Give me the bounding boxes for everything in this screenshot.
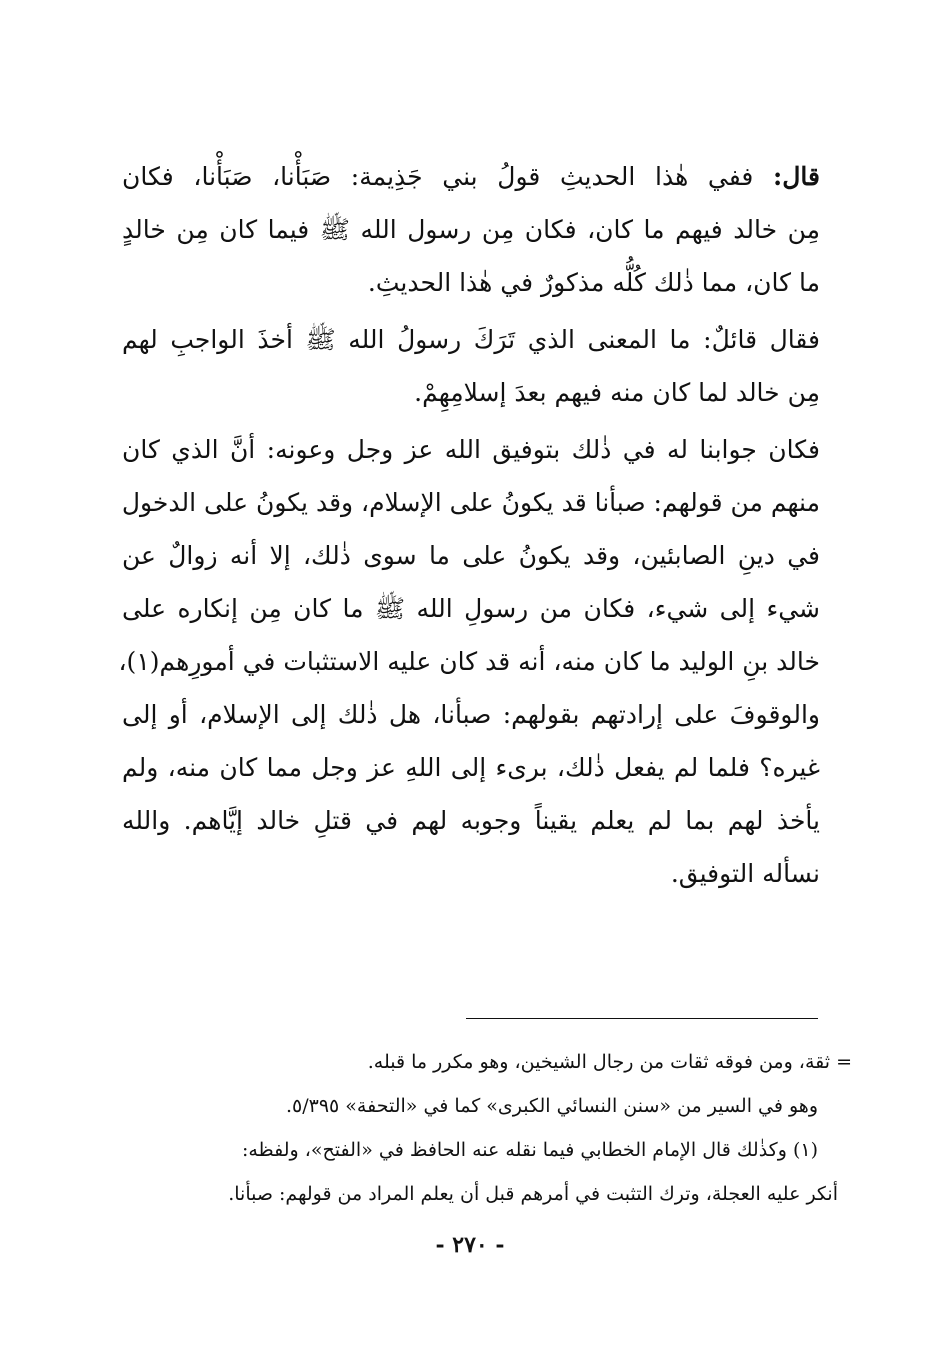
page-number: - ٢٧٠ -: [435, 1232, 505, 1258]
paragraph-2-line-2: مِن خالد لما كان منه فيهم بعدَ إسلامِهِمْ.: [414, 378, 820, 407]
paragraph-3-line-4: شيء إلى شيء، فكان من رسولِ الله ﷺ ما كان مِن إنكاره على: [122, 594, 820, 623]
footnote-line-4: أنكر عليه العجلة، وترك التثبت في أمرهم قبل أن يعلم المراد من قولهم: صبأنا.: [228, 1183, 838, 1205]
paragraph-3-line-1: فكان جوابنا له في ذٰلك بتوفيق الله عز وجل وعونه: أنَّ الذي كان: [122, 435, 820, 464]
paragraph-3-line-7: غيره؟ فلما لم يفعل ذٰلك، برىء إلى اللهِ عز وجل مما كان منه، ولم: [122, 753, 820, 782]
paragraph-1-line-3: ما كان، مما ذٰلك كُلُّه مذكورٌ في هٰذا الحديثِ.: [367, 268, 820, 297]
paragraph-2-line-1: فقال قائلٌ: ما المعنى الذي تَرَكَ رسولُ الله ﷺ أخذَ الواجبِ لهم: [122, 325, 820, 354]
paragraph-3-line-8: يأخذ لهم بما لم يعلم يقيناً وجوبه لهم في قتلِ خالد إيَّاهم. والله: [122, 806, 820, 835]
paragraph-3-line-5: خالد بنِ الوليد ما كان منه، أنه قد كان عليه الاستثبات في أمورِهم(١)،: [118, 647, 820, 676]
paragraph-3: [118, 423, 820, 900]
paragraph-2: [122, 313, 820, 419]
main-text: [118, 150, 820, 900]
paragraph-1: [122, 150, 820, 309]
footnote-divider: [466, 1018, 818, 1019]
footnote-line-2: وهو في السير من «سنن النسائي الكبرى» كما في «التحفة» ٥/٣٩٥.: [285, 1095, 818, 1117]
footnote-line-1: = ثقة، ومن فوقه ثقات من رجال الشيخين، وهو مكرر ما قبله.: [367, 1051, 852, 1073]
paragraph-3-line-9: نسأله التوفيق.: [670, 859, 820, 888]
footnote-line-3: (١) وكذٰلك قال الإمام الخطابي فيما نقله عنه الحافظ في «الفتح»، ولفظه:: [241, 1139, 818, 1161]
paragraph-3-line-2: منهم من قولهم: صبأنا قد يكونُ على الإسلام، وقد يكونُ على الدخول: [121, 488, 820, 517]
paragraph-3-line-3: في دينِ الصابئين، وقد يكونُ على ما سوى ذٰلك، إلا أنه زوالٌ عن: [122, 541, 820, 570]
paragraph-1-line-2: مِن خالد فيهم ما كان، فكان مِن رسول الله ﷺ فيما كان مِن خالدٍ: [122, 215, 820, 244]
footnotes: [122, 1040, 852, 1216]
lead-word: قال:: [773, 162, 820, 191]
paragraph-1-line-1: [122, 150, 820, 203]
paragraph-3-line-6: والوقوفَ على إرادتهم بقولهم: صبأنا، هل ذٰلك إلى الإسلام، أو إلى: [122, 700, 820, 729]
line-text: ففي هٰذا الحديثِ قولُ بني جَذِيمة: صَبَأْنا، صَبَأْنا، فكان: [122, 162, 774, 191]
